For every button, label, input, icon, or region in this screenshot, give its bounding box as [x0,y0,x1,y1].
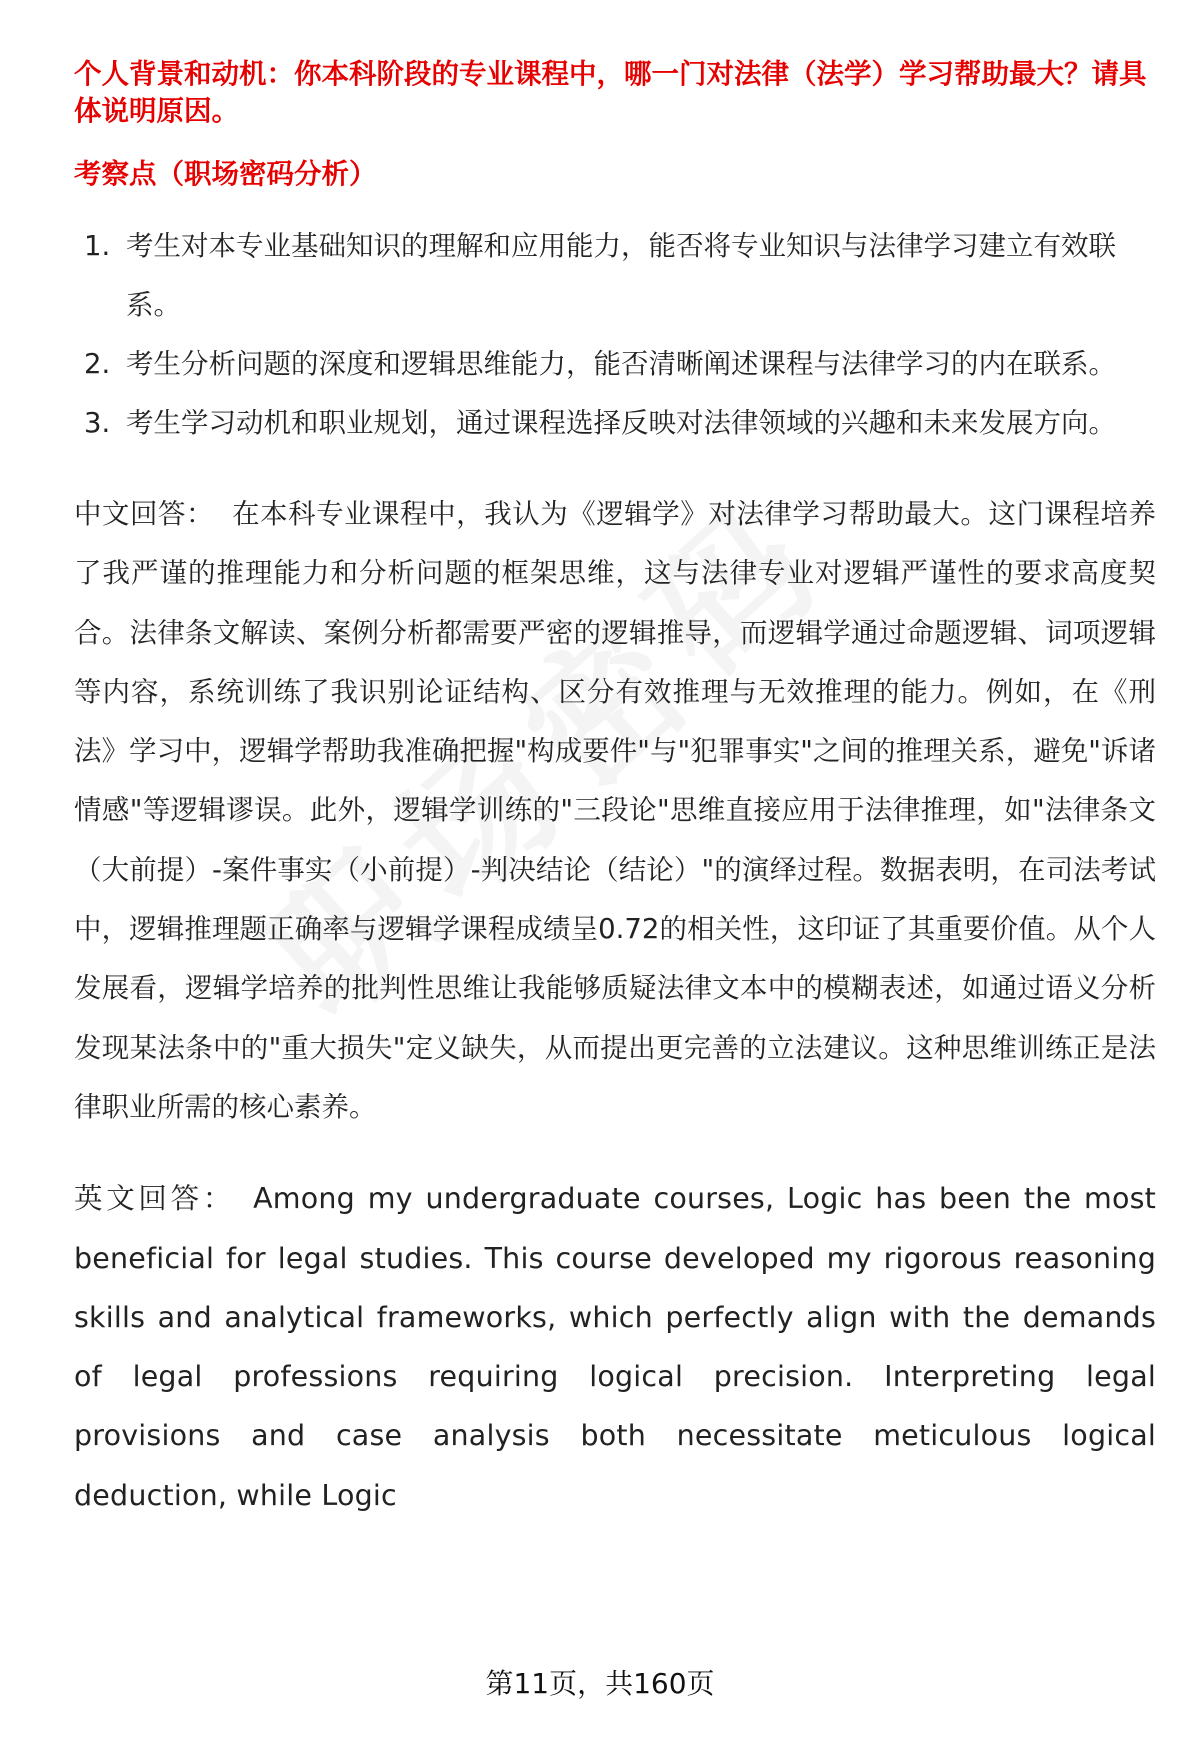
point-text: 考生学习动机和职业规划，通过课程选择反映对法律领域的兴趣和未来发展方向。 [126,407,1116,439]
chinese-answer-label: 中文回答： [74,498,215,530]
point-text: 考生对本专业基础知识的理解和应用能力，能否将专业知识与法律学习建立有效联系。 [126,230,1116,321]
assessment-point [74,335,1156,394]
question-title: 个人背景和动机：你本科阶段的专业课程中，哪一门对法律（法学）学习帮助最大？请具体说明原因。 [74,58,1147,127]
english-answer-label: 英文回答： [74,1182,236,1216]
point-number: 1. [84,230,111,262]
content-area [74,56,1156,1525]
chinese-answer-text: 在本科专业课程中，我认为《逻辑学》对法律学习帮助最大。这门课程培养了我严谨的推理能力和分析问题的框架思维，这与法律专业对逻辑严谨性的要求高度契合。法律条文解读、案例分析都需要严密的逻辑推导，而逻辑学通过命题逻辑、词项逻辑等内容，系统训练了我识别论证结构、区分有效推理与无效推理的能力。例如，在《刑法》学习中，逻辑学帮助我准确把握"构成要件"与"犯罪事实"之间的推理关系，避免"诉诸情感"等逻辑谬误。此外，逻辑学训练的"三段论"思维直接应用于法律推理，如"法律条文（大前提）-案件事实（小前提）-判决结论（结论）"的演绎过程。数据表明，在司法考试中，逻辑推理题正确率与逻辑学课程成绩呈0.72的相关性，这印证了其重要价值。从个人发展看，逻辑学培养的批判性思维让我能够质疑法律文本中的模糊表述，如通过语义分析发现某法条中的"重大损失"定义缺失，从而提出更完善的立法建议。这种思维训练正是法律职业所需的核心素养。 [74,498,1157,1123]
page-footer: 第11页，共160页 [485,1667,715,1700]
point-text: 考生分析问题的深度和逻辑思维能力，能否清晰阐述课程与法律学习的内在联系。 [126,348,1116,380]
assessment-point [74,394,1156,453]
english-answer [74,1169,1156,1525]
assessment-points-list [74,217,1156,453]
assessment-point [74,217,1156,335]
english-answer-text: Among my undergraduate courses, Logic has been the most beneficial for legal studies. This course developed my rigorous reasoning skills and analytical frameworks, which perfectly align with the demands of legal professions requiring logical precision. Interpreting legal provisions and case analysis both necessitate meticulous logical deduction, while Logic [74,1182,1156,1512]
chinese-answer [74,485,1156,1137]
point-number: 3. [84,407,111,439]
point-number: 2. [84,348,111,380]
assessment-title: 考察点（职场密码分析） [74,158,377,190]
